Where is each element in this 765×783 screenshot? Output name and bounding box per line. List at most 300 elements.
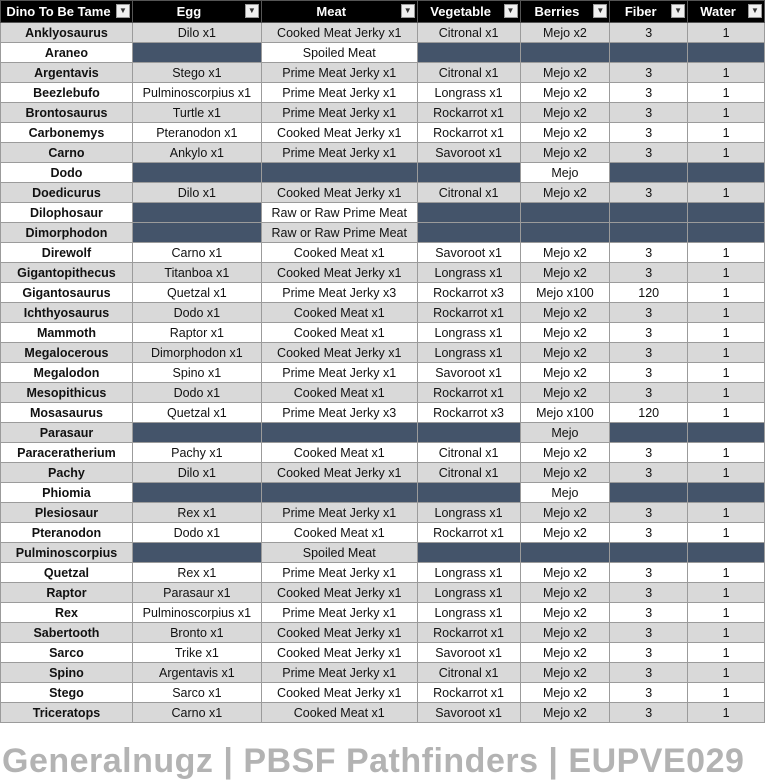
cell-berries: Mejo x2 (520, 663, 610, 683)
column-header-label: Berries (534, 4, 580, 19)
dino-name-cell: Stego (1, 683, 133, 703)
cell-water: 1 (688, 143, 765, 163)
dino-name-cell: Pteranodon (1, 523, 133, 543)
cell-berries: Mejo x2 (520, 623, 610, 643)
cell-berries: Mejo x2 (520, 463, 610, 483)
cell-berries: Mejo x100 (520, 403, 610, 423)
column-header-label: Fiber (624, 4, 657, 19)
cell-egg: Rex x1 (132, 563, 261, 583)
cell-water: 1 (688, 23, 765, 43)
cell-water: 1 (688, 623, 765, 643)
cell-berries: Mejo x2 (520, 363, 610, 383)
column-header-label: Vegetable (430, 4, 491, 19)
cell-meat: Cooked Meat Jerky x1 (261, 123, 417, 143)
footer-credit: Generalnugz | PBSF Pathfinders | EUPVE029 (2, 742, 745, 780)
dino-name-cell: Plesiosaur (1, 503, 133, 523)
cell-vegetable (417, 543, 520, 563)
table-row (1, 223, 765, 243)
cell-egg: Dilo x1 (132, 183, 261, 203)
cell-fiber: 3 (610, 383, 688, 403)
cell-water: 1 (688, 183, 765, 203)
cell-meat: Cooked Meat Jerky x1 (261, 583, 417, 603)
cell-vegetable: Longrass x1 (417, 603, 520, 623)
filter-dropdown-chevron-down-icon[interactable]: ▼ (504, 4, 518, 18)
filter-dropdown-chevron-down-icon[interactable]: ▼ (401, 4, 415, 18)
cell-fiber: 3 (610, 683, 688, 703)
cell-vegetable: Rockarrot x3 (417, 283, 520, 303)
cell-meat: Cooked Meat Jerky x1 (261, 343, 417, 363)
cell-meat: Cooked Meat x1 (261, 303, 417, 323)
cell-water: 1 (688, 83, 765, 103)
dino-name-cell: Doedicurus (1, 183, 133, 203)
dino-name-cell: Gigantopithecus (1, 263, 133, 283)
cell-water (688, 423, 765, 443)
dino-name-cell: Rex (1, 603, 133, 623)
table-row (1, 43, 765, 63)
cell-water: 1 (688, 363, 765, 383)
cell-vegetable: Longrass x1 (417, 263, 520, 283)
cell-vegetable (417, 223, 520, 243)
cell-berries: Mejo x2 (520, 263, 610, 283)
cell-vegetable: Citronal x1 (417, 663, 520, 683)
cell-meat: Prime Meat Jerky x1 (261, 503, 417, 523)
cell-fiber: 3 (610, 303, 688, 323)
cell-water: 1 (688, 123, 765, 143)
column-header-egg (132, 1, 261, 23)
dino-name-cell: Quetzal (1, 563, 133, 583)
cell-egg: Carno x1 (132, 703, 261, 723)
cell-water: 1 (688, 663, 765, 683)
cell-water (688, 483, 765, 503)
cell-vegetable (417, 163, 520, 183)
cell-vegetable: Citronal x1 (417, 23, 520, 43)
dino-name-cell: Ichthyosaurus (1, 303, 133, 323)
dino-name-cell: Megalodon (1, 363, 133, 383)
cell-water: 1 (688, 383, 765, 403)
cell-egg: Spino x1 (132, 363, 261, 383)
table-row (1, 63, 765, 83)
cell-water: 1 (688, 283, 765, 303)
cell-berries (520, 223, 610, 243)
cell-fiber: 3 (610, 343, 688, 363)
cell-vegetable: Citronal x1 (417, 183, 520, 203)
cell-egg: Dimorphodon x1 (132, 343, 261, 363)
dino-name-cell: Mosasaurus (1, 403, 133, 423)
cell-meat: Raw or Raw Prime Meat (261, 203, 417, 223)
cell-fiber: 3 (610, 603, 688, 623)
table-row (1, 83, 765, 103)
cell-berries: Mejo x2 (520, 303, 610, 323)
cell-berries: Mejo x2 (520, 63, 610, 83)
dino-name-cell: Gigantosaurus (1, 283, 133, 303)
cell-berries: Mejo (520, 483, 610, 503)
cell-egg: Quetzal x1 (132, 283, 261, 303)
cell-berries: Mejo x2 (520, 523, 610, 543)
cell-meat (261, 423, 417, 443)
filter-dropdown-chevron-down-icon[interactable]: ▼ (593, 4, 607, 18)
cell-water: 1 (688, 403, 765, 423)
dino-name-cell: Sarco (1, 643, 133, 663)
cell-vegetable: Rockarrot x1 (417, 383, 520, 403)
cell-fiber: 3 (610, 623, 688, 643)
cell-meat: Cooked Meat x1 (261, 443, 417, 463)
cell-water: 1 (688, 643, 765, 663)
cell-water: 1 (688, 463, 765, 483)
dino-name-cell: Dodo (1, 163, 133, 183)
table-row (1, 343, 765, 363)
cell-water: 1 (688, 303, 765, 323)
column-header-vegetable (417, 1, 520, 23)
table-row (1, 523, 765, 543)
cell-berries: Mejo (520, 163, 610, 183)
cell-egg: Dilo x1 (132, 23, 261, 43)
column-header-dino-to-be-tame (1, 1, 133, 23)
table-row (1, 303, 765, 323)
cell-egg: Titanboa x1 (132, 263, 261, 283)
cell-fiber (610, 483, 688, 503)
cell-vegetable (417, 423, 520, 443)
cell-berries: Mejo x2 (520, 323, 610, 343)
cell-fiber (610, 43, 688, 63)
table-row (1, 443, 765, 463)
cell-water: 1 (688, 343, 765, 363)
cell-egg (132, 223, 261, 243)
cell-berries: Mejo x2 (520, 563, 610, 583)
cell-water: 1 (688, 443, 765, 463)
cell-meat: Cooked Meat Jerky x1 (261, 683, 417, 703)
cell-meat: Cooked Meat Jerky x1 (261, 263, 417, 283)
dino-name-cell: Megalocerous (1, 343, 133, 363)
cell-vegetable: Rockarrot x1 (417, 123, 520, 143)
cell-water: 1 (688, 243, 765, 263)
cell-fiber: 3 (610, 663, 688, 683)
column-header-meat (261, 1, 417, 23)
cell-fiber: 3 (610, 643, 688, 663)
column-header-fiber (610, 1, 688, 23)
cell-meat: Cooked Meat Jerky x1 (261, 643, 417, 663)
filter-dropdown-chevron-down-icon[interactable]: ▼ (671, 4, 685, 18)
table-row (1, 703, 765, 723)
cell-fiber: 3 (610, 323, 688, 343)
table-row (1, 503, 765, 523)
cell-berries: Mejo x2 (520, 643, 610, 663)
cell-vegetable: Savoroot x1 (417, 703, 520, 723)
dino-name-cell: Mesopithicus (1, 383, 133, 403)
cell-meat: Prime Meat Jerky x1 (261, 143, 417, 163)
table-row (1, 163, 765, 183)
cell-meat: Prime Meat Jerky x3 (261, 403, 417, 423)
table-row (1, 423, 765, 443)
cell-meat: Spoiled Meat (261, 543, 417, 563)
cell-berries: Mejo (520, 423, 610, 443)
cell-egg: Stego x1 (132, 63, 261, 83)
dino-name-cell: Direwolf (1, 243, 133, 263)
cell-meat: Cooked Meat Jerky x1 (261, 23, 417, 43)
cell-berries: Mejo x2 (520, 383, 610, 403)
cell-vegetable: Savoroot x1 (417, 243, 520, 263)
header-row (1, 1, 765, 23)
table-row (1, 283, 765, 303)
cell-berries: Mejo x2 (520, 243, 610, 263)
table-row (1, 183, 765, 203)
column-header-berries (520, 1, 610, 23)
table-row (1, 123, 765, 143)
dino-name-cell: Beezlebufo (1, 83, 133, 103)
table-row (1, 243, 765, 263)
cell-meat: Cooked Meat x1 (261, 523, 417, 543)
filter-dropdown-chevron-down-icon[interactable]: ▼ (116, 4, 130, 18)
dino-name-cell: Triceratops (1, 703, 133, 723)
cell-egg: Turtle x1 (132, 103, 261, 123)
cell-fiber: 3 (610, 503, 688, 523)
cell-egg: Dilo x1 (132, 463, 261, 483)
cell-fiber: 3 (610, 263, 688, 283)
cell-water (688, 163, 765, 183)
cell-water: 1 (688, 323, 765, 343)
cell-meat: Cooked Meat Jerky x1 (261, 183, 417, 203)
cell-fiber (610, 223, 688, 243)
cell-egg: Ankylo x1 (132, 143, 261, 163)
cell-meat: Spoiled Meat (261, 43, 417, 63)
cell-berries: Mejo x2 (520, 103, 610, 123)
table-row (1, 483, 765, 503)
dino-name-cell: Carbonemys (1, 123, 133, 143)
cell-egg (132, 203, 261, 223)
cell-water: 1 (688, 503, 765, 523)
dino-name-cell: Carno (1, 143, 133, 163)
cell-vegetable: Savoroot x1 (417, 643, 520, 663)
table-row (1, 203, 765, 223)
cell-meat: Raw or Raw Prime Meat (261, 223, 417, 243)
cell-meat: Prime Meat Jerky x3 (261, 283, 417, 303)
cell-vegetable: Longrass x1 (417, 83, 520, 103)
table-row (1, 103, 765, 123)
cell-berries (520, 543, 610, 563)
column-header-label: Meat (316, 4, 347, 19)
cell-water: 1 (688, 263, 765, 283)
table-row (1, 583, 765, 603)
filter-dropdown-chevron-down-icon[interactable]: ▼ (748, 4, 762, 18)
cell-egg: Dodo x1 (132, 303, 261, 323)
cell-meat: Cooked Meat x1 (261, 383, 417, 403)
cell-fiber: 120 (610, 403, 688, 423)
cell-berries: Mejo x2 (520, 23, 610, 43)
dino-name-cell: Dimorphodon (1, 223, 133, 243)
cell-berries: Mejo x2 (520, 123, 610, 143)
dino-name-cell: Anklyosaurus (1, 23, 133, 43)
cell-meat: Prime Meat Jerky x1 (261, 83, 417, 103)
cell-vegetable: Longrass x1 (417, 583, 520, 603)
table-row (1, 403, 765, 423)
dino-name-cell: Pachy (1, 463, 133, 483)
cell-meat: Prime Meat Jerky x1 (261, 663, 417, 683)
cell-vegetable: Citronal x1 (417, 443, 520, 463)
cell-fiber: 3 (610, 83, 688, 103)
cell-vegetable: Rockarrot x1 (417, 623, 520, 643)
cell-berries: Mejo x2 (520, 143, 610, 163)
cell-water (688, 203, 765, 223)
cell-vegetable: Rockarrot x1 (417, 103, 520, 123)
cell-egg: Argentavis x1 (132, 663, 261, 683)
cell-egg: Raptor x1 (132, 323, 261, 343)
dino-name-cell: Argentavis (1, 63, 133, 83)
column-header-label: Egg (176, 4, 202, 19)
cell-berries (520, 43, 610, 63)
cell-egg (132, 43, 261, 63)
cell-vegetable: Rockarrot x3 (417, 403, 520, 423)
cell-berries: Mejo x2 (520, 703, 610, 723)
cell-fiber: 3 (610, 63, 688, 83)
dino-name-cell: Phiomia (1, 483, 133, 503)
cell-water (688, 43, 765, 63)
cell-fiber: 3 (610, 563, 688, 583)
cell-vegetable (417, 203, 520, 223)
dino-name-cell: Sabertooth (1, 623, 133, 643)
cell-fiber (610, 423, 688, 443)
cell-egg: Bronto x1 (132, 623, 261, 643)
cell-meat: Prime Meat Jerky x1 (261, 63, 417, 83)
cell-meat: Cooked Meat x1 (261, 703, 417, 723)
table-row (1, 463, 765, 483)
cell-berries: Mejo x2 (520, 503, 610, 523)
cell-vegetable: Citronal x1 (417, 63, 520, 83)
cell-meat: Prime Meat Jerky x1 (261, 103, 417, 123)
cell-egg (132, 483, 261, 503)
cell-berries: Mejo x2 (520, 343, 610, 363)
cell-vegetable: Rockarrot x1 (417, 303, 520, 323)
filter-dropdown-chevron-down-icon[interactable]: ▼ (245, 4, 259, 18)
cell-berries: Mejo x2 (520, 183, 610, 203)
cell-fiber: 3 (610, 463, 688, 483)
cell-fiber: 3 (610, 103, 688, 123)
table-row (1, 323, 765, 343)
table-row (1, 683, 765, 703)
cell-meat: Cooked Meat x1 (261, 323, 417, 343)
cell-egg: Pulminoscorpius x1 (132, 83, 261, 103)
cell-fiber: 3 (610, 243, 688, 263)
cell-egg (132, 163, 261, 183)
cell-fiber: 3 (610, 583, 688, 603)
table-row (1, 623, 765, 643)
cell-fiber: 120 (610, 283, 688, 303)
table-row (1, 143, 765, 163)
cell-meat: Prime Meat Jerky x1 (261, 563, 417, 583)
cell-egg: Sarco x1 (132, 683, 261, 703)
dino-name-cell: Dilophosaur (1, 203, 133, 223)
table-row (1, 603, 765, 623)
table-row (1, 663, 765, 683)
cell-fiber: 3 (610, 143, 688, 163)
cell-water: 1 (688, 603, 765, 623)
dino-name-cell: Brontosaurus (1, 103, 133, 123)
cell-fiber (610, 543, 688, 563)
cell-meat: Cooked Meat x1 (261, 243, 417, 263)
table-row (1, 23, 765, 43)
cell-fiber: 3 (610, 123, 688, 143)
cell-vegetable (417, 43, 520, 63)
cell-egg: Pulminoscorpius x1 (132, 603, 261, 623)
cell-vegetable: Longrass x1 (417, 343, 520, 363)
cell-egg: Pteranodon x1 (132, 123, 261, 143)
cell-vegetable: Savoroot x1 (417, 363, 520, 383)
cell-berries: Mejo x2 (520, 443, 610, 463)
cell-egg (132, 543, 261, 563)
column-header-label: Water (700, 4, 736, 19)
table-row (1, 263, 765, 283)
dino-name-cell: Raptor (1, 583, 133, 603)
cell-meat: Cooked Meat Jerky x1 (261, 463, 417, 483)
cell-meat: Cooked Meat Jerky x1 (261, 623, 417, 643)
cell-egg: Rex x1 (132, 503, 261, 523)
dino-name-cell: Araneo (1, 43, 133, 63)
dino-name-cell: Paraceratherium (1, 443, 133, 463)
table-row (1, 543, 765, 563)
cell-berries: Mejo x2 (520, 603, 610, 623)
cell-meat (261, 483, 417, 503)
table-row (1, 643, 765, 663)
table-row (1, 383, 765, 403)
column-header-water (688, 1, 765, 23)
cell-egg: Dodo x1 (132, 523, 261, 543)
cell-fiber: 3 (610, 183, 688, 203)
cell-fiber: 3 (610, 443, 688, 463)
cell-fiber: 3 (610, 523, 688, 543)
cell-meat (261, 163, 417, 183)
cell-fiber (610, 163, 688, 183)
cell-egg: Dodo x1 (132, 383, 261, 403)
cell-egg: Quetzal x1 (132, 403, 261, 423)
cell-vegetable: Rockarrot x1 (417, 683, 520, 703)
cell-berries: Mejo x2 (520, 583, 610, 603)
cell-egg (132, 423, 261, 443)
column-header-label: Dino To Be Tame (6, 4, 111, 19)
dino-name-cell: Parasaur (1, 423, 133, 443)
cell-fiber (610, 203, 688, 223)
cell-water (688, 223, 765, 243)
table-row (1, 563, 765, 583)
dino-name-cell: Spino (1, 663, 133, 683)
cell-water: 1 (688, 63, 765, 83)
table-body (1, 23, 765, 723)
cell-vegetable: Citronal x1 (417, 463, 520, 483)
cell-vegetable: Savoroot x1 (417, 143, 520, 163)
cell-fiber: 3 (610, 363, 688, 383)
dino-name-cell: Pulminoscorpius (1, 543, 133, 563)
cell-egg: Pachy x1 (132, 443, 261, 463)
cell-water: 1 (688, 683, 765, 703)
cell-fiber: 3 (610, 23, 688, 43)
cell-fiber: 3 (610, 703, 688, 723)
cell-water: 1 (688, 703, 765, 723)
cell-vegetable (417, 483, 520, 503)
cell-egg: Trike x1 (132, 643, 261, 663)
cell-water: 1 (688, 583, 765, 603)
cell-berries: Mejo x100 (520, 283, 610, 303)
cell-vegetable: Longrass x1 (417, 563, 520, 583)
cell-egg: Parasaur x1 (132, 583, 261, 603)
cell-vegetable: Longrass x1 (417, 323, 520, 343)
cell-water: 1 (688, 103, 765, 123)
cell-meat: Prime Meat Jerky x1 (261, 603, 417, 623)
cell-water (688, 543, 765, 563)
cell-egg: Carno x1 (132, 243, 261, 263)
cell-berries (520, 203, 610, 223)
cell-meat: Prime Meat Jerky x1 (261, 363, 417, 383)
cell-vegetable: Longrass x1 (417, 503, 520, 523)
cell-water: 1 (688, 523, 765, 543)
cell-berries: Mejo x2 (520, 83, 610, 103)
cell-water: 1 (688, 563, 765, 583)
